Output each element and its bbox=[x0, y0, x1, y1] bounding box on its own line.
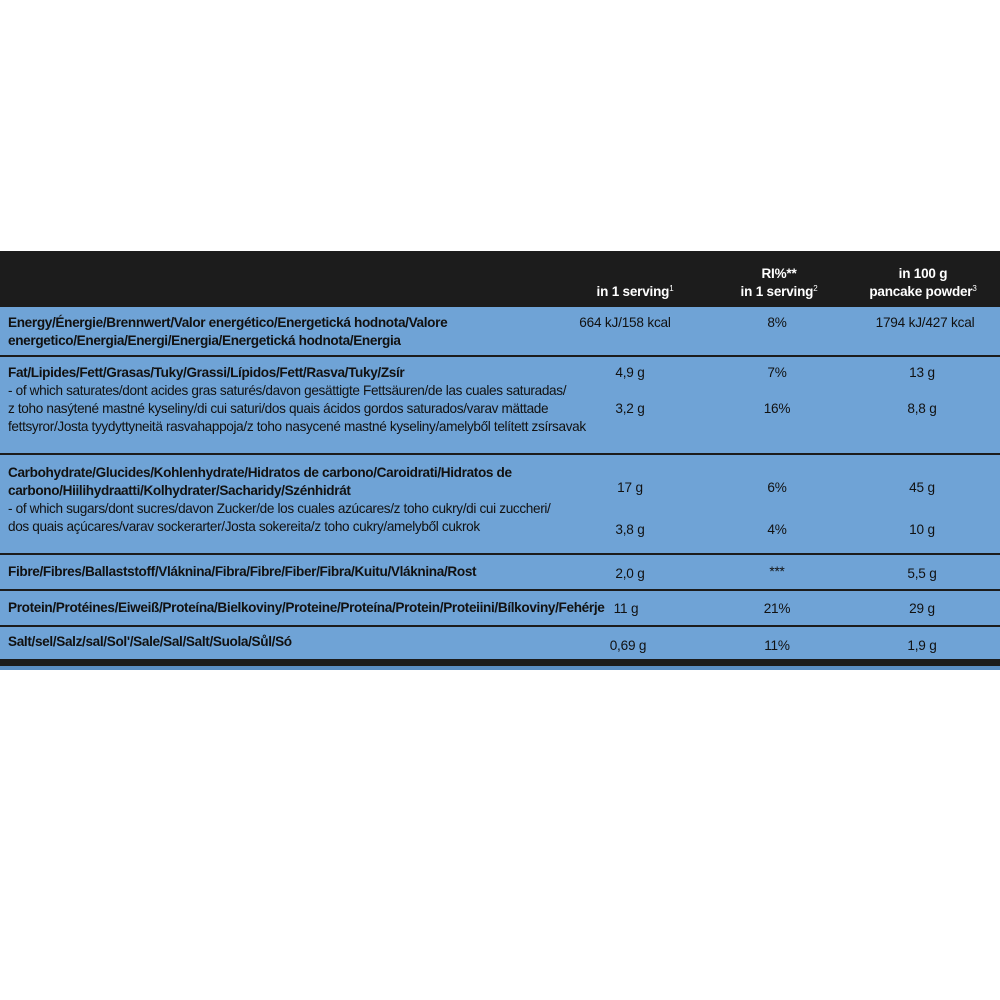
protein-ri-value: 21% bbox=[763, 601, 791, 616]
energy-label-line2: energetico/Energia/Energi/Energia/Energetická hodnota/Energia bbox=[8, 333, 401, 348]
fat-label: Fat/Lipides/Fett/Grasas/Tuky/Grassi/Lípidos/Fett/Rasva/Tuky/Zsír bbox=[8, 365, 405, 380]
table-row-energy bbox=[0, 307, 1000, 357]
sugars-label-line1: - of which sugars/dont sucres/davon Zucker/de los cuales azúcares/z toho cukry/di cui zuccheri/ bbox=[8, 501, 551, 516]
energy-label-line1: Energy/Énergie/Brennwert/Valor energético/Energetická hodnota/Valore bbox=[8, 315, 448, 330]
salt-serving-value: 0,69 g bbox=[609, 638, 647, 653]
energy-ri-value: 8% bbox=[767, 315, 787, 330]
fibre-label: Fibre/Fibres/Ballaststoff/Vláknina/Fibra/Fibre/Fiber/Fibra/Kuitu/Vláknina/Rost bbox=[8, 564, 477, 579]
footnote-3: 3 bbox=[972, 284, 977, 293]
carbohydrate-per100-value: 45 g bbox=[909, 480, 935, 495]
protein-per100-value: 29 g bbox=[909, 601, 935, 616]
table-row-carbohydrate bbox=[0, 455, 1000, 555]
table-body bbox=[0, 307, 1000, 670]
footnote-1: 1 bbox=[669, 284, 674, 293]
sugars-label-line2: dos quais açúcares/varav sockerarter/Josta sokereita/z toho cukry/amelyből cukrok bbox=[8, 519, 480, 534]
fat-ri-value: 7% bbox=[767, 365, 787, 380]
saturates-per100-value: 8,8 g bbox=[907, 401, 937, 416]
sugars-serving-value: 3,8 g bbox=[615, 522, 645, 537]
protein-serving-value: 11 g bbox=[613, 601, 639, 616]
carbohydrate-label-line2: carbono/Hiilihydraatti/Kolhydrater/Sacharidy/Szénhidrát bbox=[8, 483, 351, 498]
header-ri-serving bbox=[704, 265, 854, 301]
salt-ri-value: 11% bbox=[764, 638, 790, 653]
fat-serving-value: 4,9 g bbox=[615, 365, 645, 380]
header-per-serving bbox=[560, 283, 710, 301]
salt-label: Salt/sel/Salz/sal/Sol'/Sale/Sal/Salt/Suola/Sůl/Só bbox=[8, 634, 292, 649]
table-row-salt bbox=[0, 627, 1000, 659]
carbohydrate-label-line1: Carbohydrate/Glucides/Kohlenhydrate/Hidratos de carbono/Caroidrati/Hidratos de bbox=[8, 465, 512, 480]
table-header bbox=[0, 251, 1000, 307]
table-bottom-accent bbox=[0, 666, 1000, 670]
saturates-label-line3: fettsyror/Josta tyydyttyneitä rasvahappoja/z toho nasycené mastné kyseliny/amelyből telített zsírsavak bbox=[8, 419, 586, 434]
header-ri-serving-text: in 1 serving bbox=[740, 284, 814, 299]
saturates-label-line1: - of which saturates/dont acides gras saturés/davon gesättigte Fettsäuren/de las cuales saturadas/ bbox=[8, 383, 567, 398]
energy-serving-value: 664 kJ/158 kcal bbox=[579, 315, 671, 330]
fibre-ri-value: *** bbox=[769, 564, 785, 579]
header-ri-label: RI%** bbox=[761, 266, 797, 281]
nutrition-table bbox=[0, 251, 1000, 670]
saturates-ri-value: 16% bbox=[763, 401, 791, 416]
saturates-label-line2: z toho nasýtené mastné kyseliny/di cui saturi/dos quais ácidos gordos saturados/varav mättade bbox=[8, 401, 549, 416]
footnote-2: 2 bbox=[813, 284, 818, 293]
saturates-serving-value: 3,2 g bbox=[615, 401, 645, 416]
header-pancake-powder: pancake powder bbox=[869, 284, 973, 299]
header-per-100g-text: in 100 g bbox=[898, 266, 948, 281]
salt-per100-value: 1,9 g bbox=[907, 638, 937, 653]
fat-per100-value: 13 g bbox=[909, 365, 935, 380]
energy-per100-value: 1794 kJ/427 kcal bbox=[875, 315, 975, 330]
table-row-protein bbox=[0, 591, 1000, 627]
carbohydrate-ri-value: 6% bbox=[767, 480, 787, 495]
fibre-per100-value: 5,5 g bbox=[907, 566, 937, 581]
header-per-serving-text: in 1 serving bbox=[596, 284, 670, 299]
protein-label: Protein/Protéines/Eiweiß/Proteína/Bielkoviny/Proteine/Proteína/Protein/Proteiini/Bílkoviny/Fehérje bbox=[8, 600, 605, 615]
sugars-per100-value: 10 g bbox=[909, 522, 935, 537]
fibre-serving-value: 2,0 g bbox=[615, 566, 645, 581]
carbohydrate-serving-value: 17 g bbox=[617, 480, 643, 495]
table-row-fibre bbox=[0, 555, 1000, 591]
header-per-100g bbox=[848, 265, 998, 301]
sugars-ri-value: 4% bbox=[767, 522, 787, 537]
table-row-fat bbox=[0, 357, 1000, 455]
